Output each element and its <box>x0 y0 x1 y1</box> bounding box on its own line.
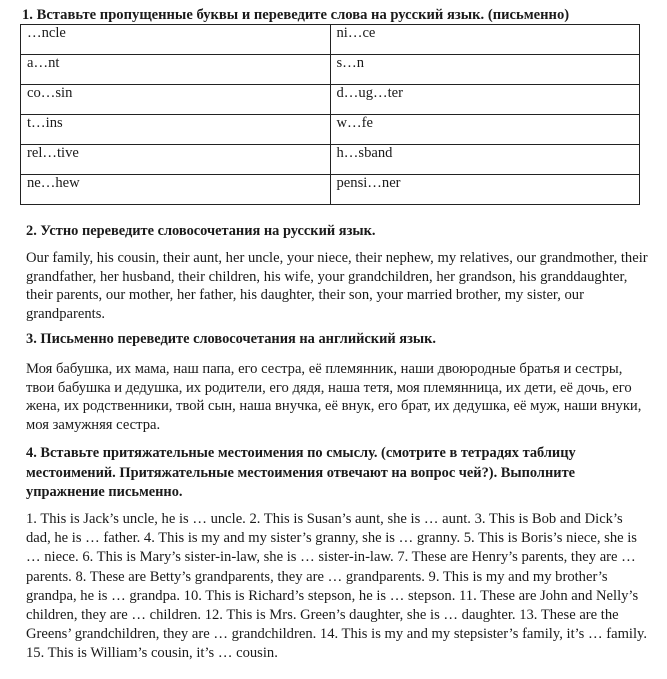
table-cell: a…nt <box>21 55 331 85</box>
table-cell: …ncle <box>21 25 331 55</box>
table-cell: pensi…ner <box>330 175 640 205</box>
task4-heading: 4. Вставьте притяжательные местоимения по смыслу. (смотрите в тетрадях таблицу местоимений. Притяжательные местоимения отвечают на вопрос чей?). Выполните упражнение письменно. <box>26 445 576 500</box>
task2-heading: 2. Устно переведите словосочетания на русский язык. <box>26 223 376 239</box>
task3-text: Моя бабушка, их мама, наш папа, его сестра, её племянник, наши двоюродные братья и сестры, твои бабушка и дедушка, их родители, его дядя, наша тетя, моя племянница, их дети, её дочь, его жена, их родственники, твой сын, наша внучка, её внук, его брат, их дедушка, её муж, наши внуки, моя замужняя сестра. <box>26 361 642 433</box>
table-cell: rel…tive <box>21 145 331 175</box>
task1-heading: 1. Вставьте пропущенные буквы и переведите слова на русский язык. (письменно) <box>22 7 570 23</box>
table-cell: h…sband <box>330 145 640 175</box>
table-row <box>21 175 640 205</box>
table-row <box>21 85 640 115</box>
table-row <box>21 115 640 145</box>
table-row <box>21 25 640 55</box>
table-cell: s…n <box>330 55 640 85</box>
table-cell: t…ins <box>21 115 331 145</box>
table-cell: ne…hew <box>21 175 331 205</box>
table-cell: d…ug…ter <box>330 85 640 115</box>
table-cell: co…sin <box>21 85 331 115</box>
table-cell: w…fe <box>330 115 640 145</box>
word-table <box>20 24 640 205</box>
table-cell: ni…ce <box>330 25 640 55</box>
table-row <box>21 145 640 175</box>
task4-text: 1. This is Jack’s uncle, he is … uncle. 2. This is Susan’s aunt, she is … aunt. 3. This is Bob and Dick’s dad, he is … father. 4. This is my and my sister’s granny, she is … granny. 5. This is Boris’s niece, she is … niece. 6. This is Mary’s sister-in-law, she is … sister-in-law. 7. These are Henry’s parents, they are … parents. 8. These are Betty’s grandparents, they are … grandparents. 9. This is my and my brother’s grandpa, he is … grandpa. 10. This is Richard’s stepson, he is … stepson. 11. These are John and Nelly’s children, they are … children. 12. This is Mrs. Green’s daughter, she is … daughter. 13. These are the Greens’ grandchildren, they are … grandchildren. 14. This is my and my stepsister’s family, it’s … family. 15. This is William’s cousin, it’s … cousin. <box>26 511 648 662</box>
task2-text: Our family, his cousin, their aunt, her uncle, your niece, their nephew, my relatives, our grandmother, their grandfather, her husband, their children, his wife, your grandchildren, her grandson, his granddaughter, their parents, our mother, her father, his daughter, their son, your married brother, my sister, our grandparents. <box>26 250 648 322</box>
table-row <box>21 55 640 85</box>
task3-heading: 3. Письменно переведите словосочетания на английский язык. <box>26 331 436 347</box>
